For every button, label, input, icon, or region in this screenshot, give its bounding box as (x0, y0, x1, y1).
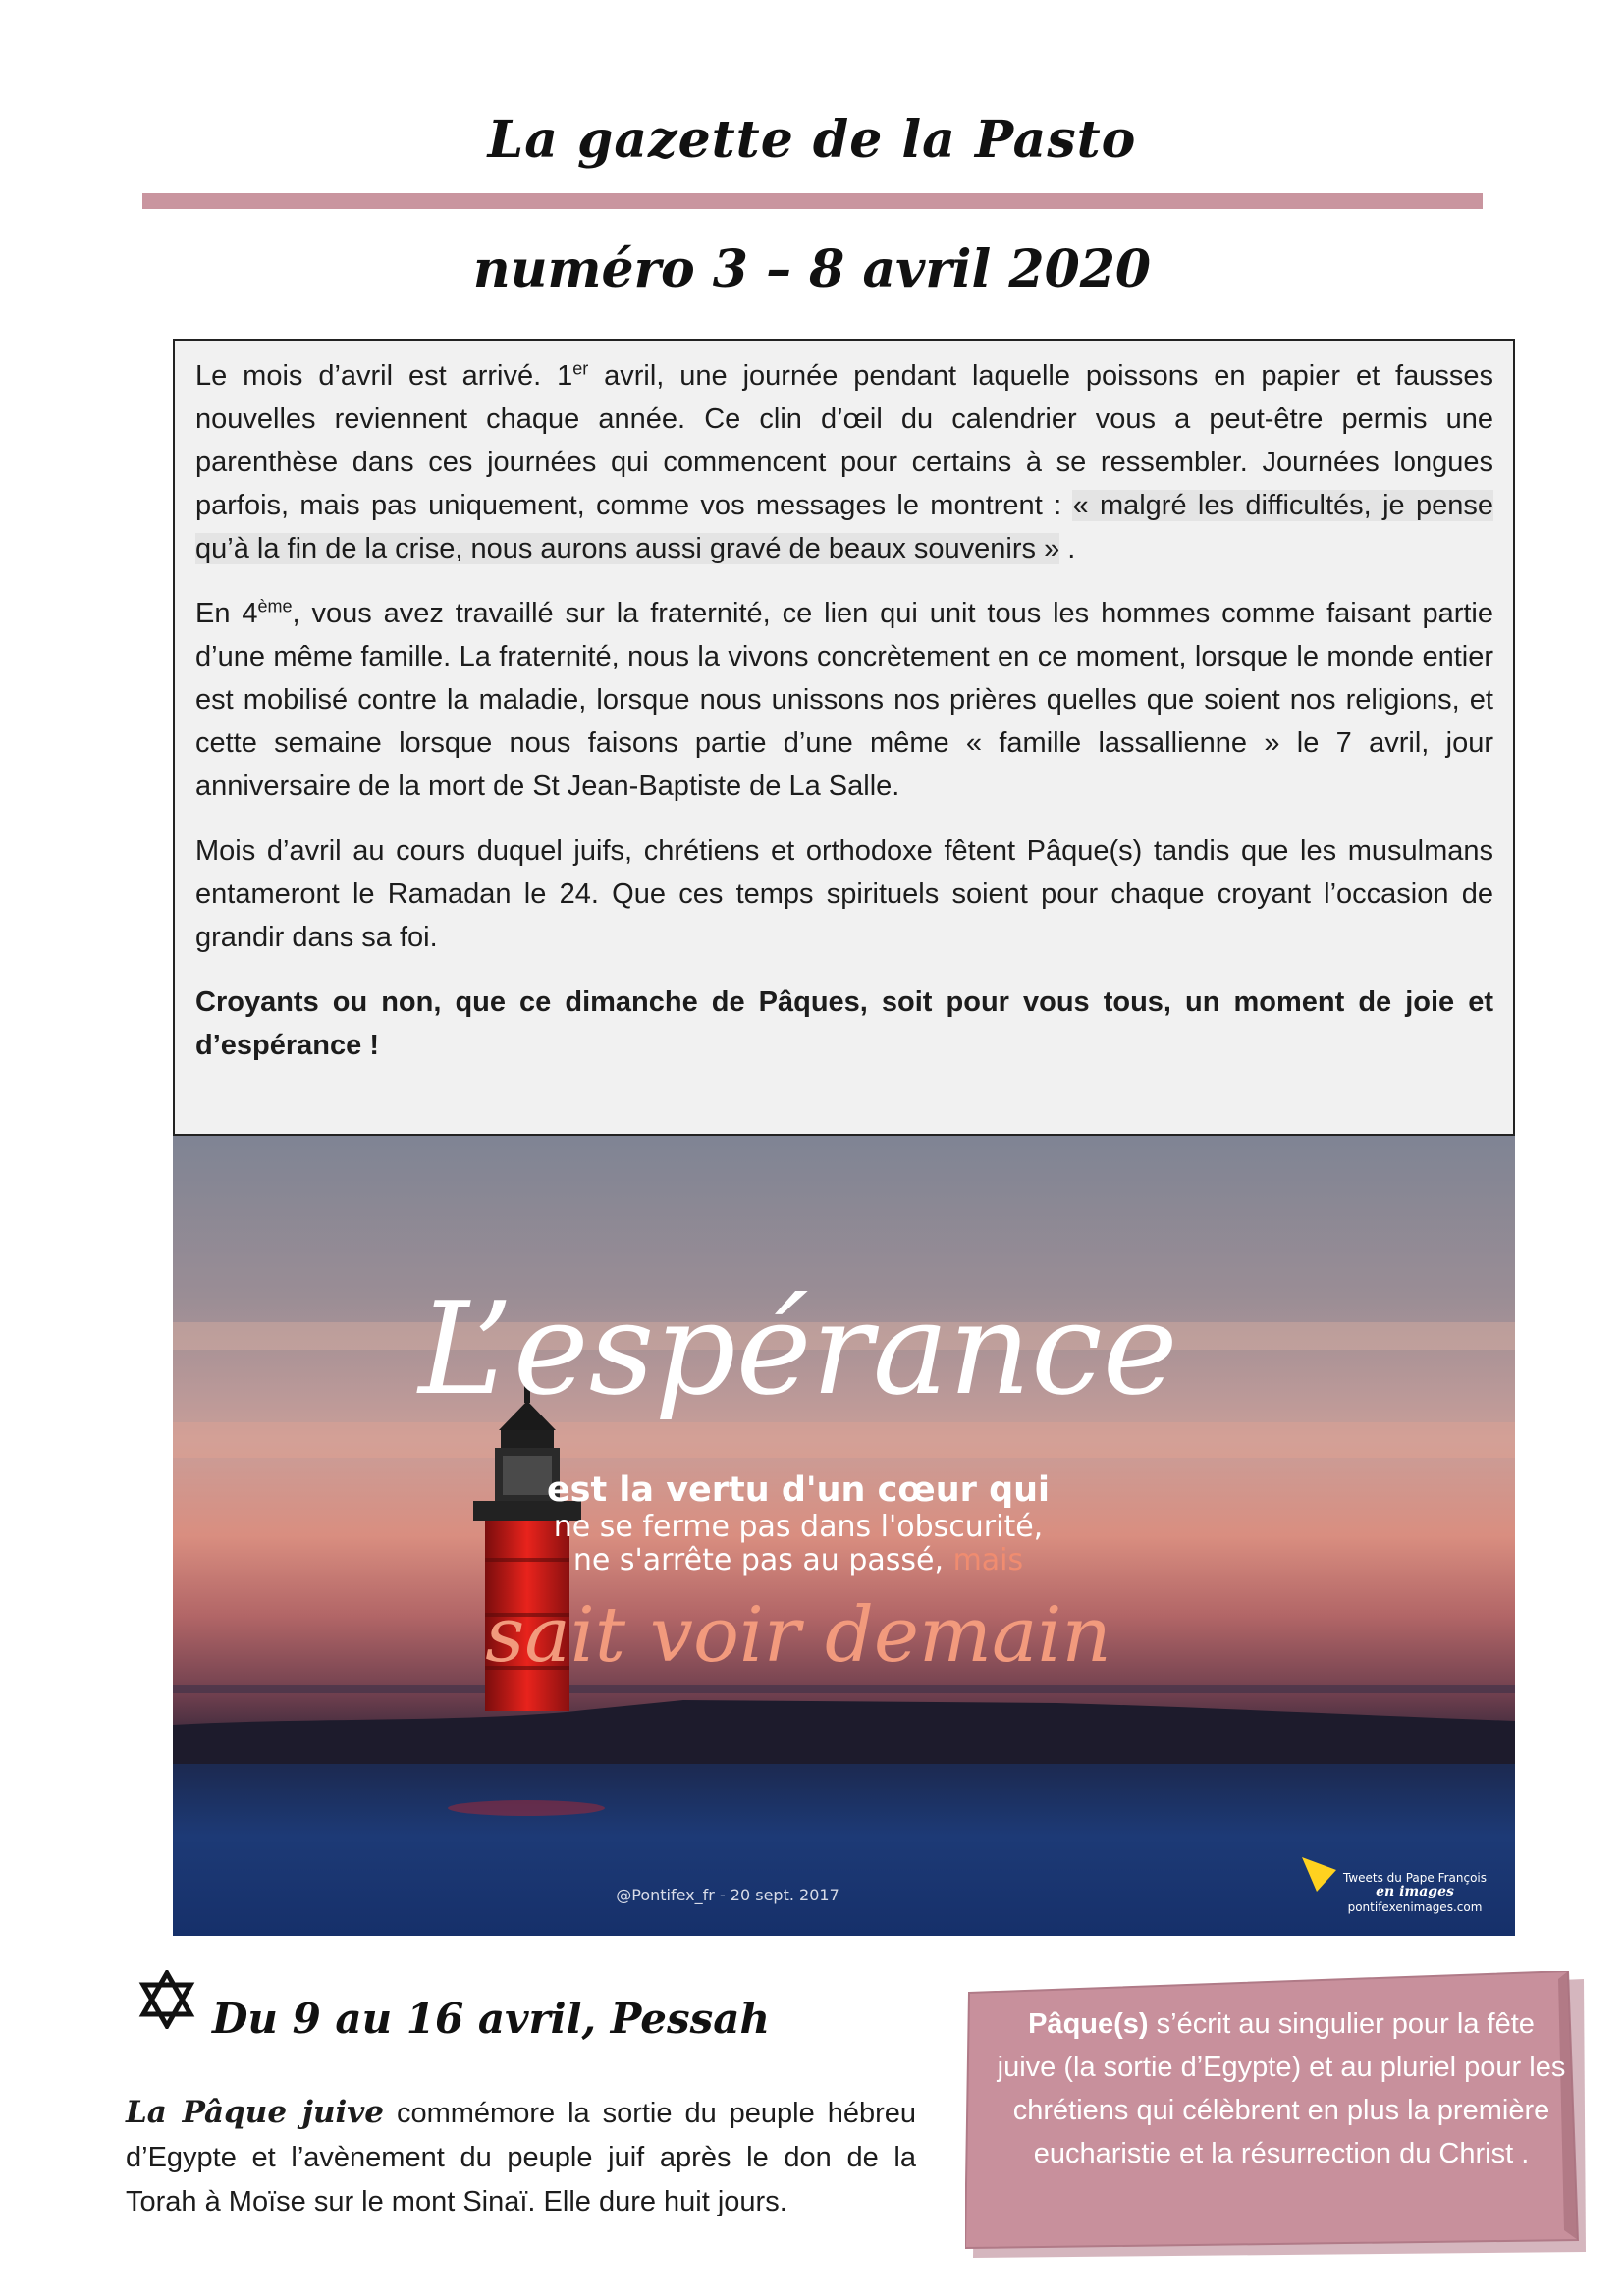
esperance-poster (173, 1136, 1515, 1936)
poster-tagline: sait voir demain (485, 1591, 1111, 1680)
pessah-title: Du 9 au 16 avril, Pessah (212, 1995, 770, 2043)
poster-line-3: ne s'arrête pas au passé, mais (572, 1543, 1024, 1577)
issue-line: numéro 3 – 8 avril 2020 (472, 240, 1152, 299)
logo-line-2: en images (1376, 1884, 1454, 1899)
intro-paragraph-1: Le mois d’avril est arrivé. 1er avril, une journée pendant laquelle poissons en papier et fausses nouvelles reviennent chaque année. Ce clin d’œil du calendrier vous a peut-être permis une parenthèse dans ces journées qui commencent pour certains à se ressembler. Journées longues parfois, mais pas uniquement, comme vos messages le montrent : « malgré les difficultés, je pense qu’à la fin de la crise, nous aurons aussi gravé de beaux souvenirs » . (195, 358, 1493, 564)
note-text: Pâque(s) s’écrit au singulier pour la fête juive (la sortie d’Egypte) et au pluriel pour les chrétiens qui célèbrent en plus la première eucharistie et la résurrection du Christ . (997, 2008, 1566, 2169)
logo-line-1: Tweets du Pape François (1342, 1871, 1488, 1885)
star-of-david-icon (137, 1970, 196, 2029)
intro-box (173, 339, 1515, 1136)
logo-line-3: pontifexenimages.com (1347, 1900, 1483, 1914)
gazette-title: La gazette de la Pasto (487, 110, 1137, 170)
poster-line-1: est la vertu d'un cœur qui (546, 1470, 1051, 1510)
poster-credit: @Pontifex_fr - 20 sept. 2017 (616, 1886, 839, 1904)
title-divider (142, 193, 1483, 209)
intro-paragraph-2: En 4ème, vous avez travaillé sur la fraternité, ce lien qui unit tous les hommes comme faisant partie d’une même famille. La fraternité, nous la vivons concrètement en ce moment, lorsque le monde entier est mobilisé contre la maladie, lorsque nous unissons nos prières quelles que soient nos religions, et cette semaine lorsque nous faisons partie d’une même « famille lassallienne » le 7 avril, jour anniversaire de la mort de St Jean-Baptiste de La Salle. (195, 596, 1493, 802)
poster-line-2: ne se ferme pas dans l'obscurité, (553, 1510, 1044, 1544)
poster-headline: L’espérance (418, 1274, 1178, 1423)
pessah-description: La Pâque juive commémore la sortie du peuple hébreu d’Egypte et l’avènement du peuple juif après le don de la Torah à Moïse sur le mont Sinaï. Elle dure huit jours. (126, 2095, 916, 2217)
pessah-lead: La Pâque juive (126, 2095, 385, 2130)
note-term: Pâque(s) (1028, 2008, 1149, 2040)
intro-paragraph-4: Croyants ou non, que ce dimanche de Pâques, soit pour vous tous, un moment de joie et d’espérance ! (195, 987, 1493, 1061)
intro-paragraph-3: Mois d’avril au cours duquel juifs, chrétiens et orthodoxe fêtent Pâque(s) tandis que les musulmans entameront le Ramadan le 24. Que ces temps spirituels soient pour chaque croyant l’occasion de grandir dans sa foi. (195, 835, 1493, 953)
student-quote: « malgré les difficultés, je pense qu’à la fin de la crise, nous aurons aussi gravé de beaux souvenirs » (195, 490, 1493, 564)
